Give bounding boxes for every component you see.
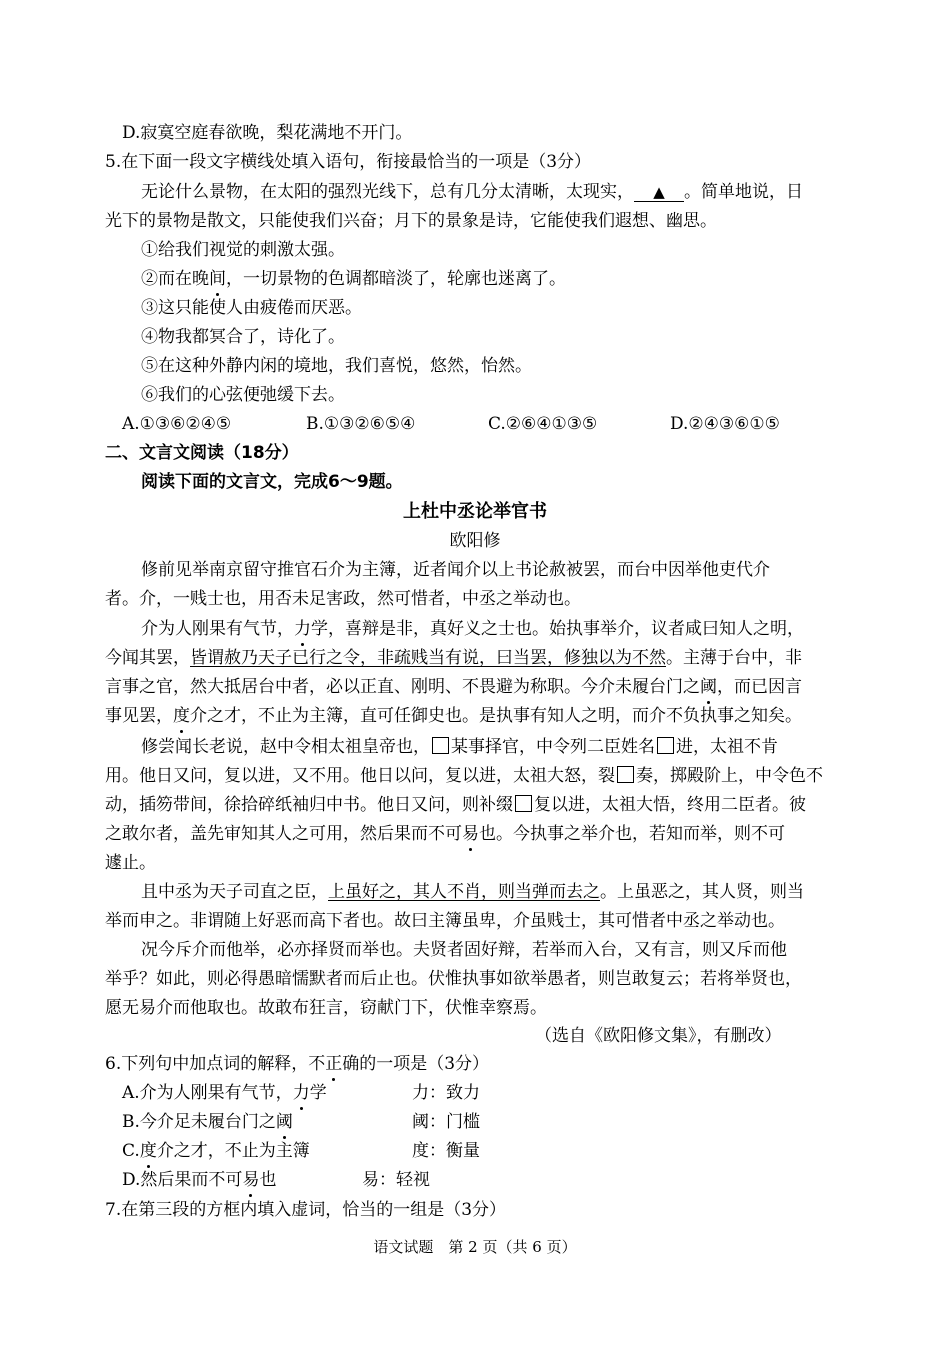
p3-line1 — [141, 735, 778, 759]
blank-box — [515, 795, 532, 812]
q6-b-text: B.今介足未履台门之 — [122, 1112, 276, 1132]
p3-l2-b: 奏，掷殿阶上，中令色不 — [636, 766, 823, 786]
q5-passage-a: 无论什么景物，在太阳的强烈光线下，总有几分太清晰，太现实， — [141, 182, 634, 202]
blank-box — [617, 766, 634, 783]
q5-s2-part-a: ②而在晚 — [141, 269, 209, 289]
dotted-char: 易 — [242, 1170, 260, 1190]
p4-line2: 举而申之。非谓随上好恶而高下者也。故曰主簿虽卑，介虽贱士，其可惜者中丞之举动也。 — [105, 911, 785, 931]
q5-sentence-3: ③这只能使人由疲倦而厌恶。 — [141, 298, 362, 318]
p3-line4 — [105, 822, 785, 846]
p3-line3 — [105, 793, 806, 817]
q6-stem — [105, 1052, 489, 1076]
underlined-sentence: 上虽好之，其人不肖，则当弹而去之 — [328, 882, 600, 902]
p2-l2-a: 今闻其罢， — [105, 648, 190, 668]
q5-option-b: B.①③②⑥⑤④ — [306, 414, 416, 434]
q6-option-d — [122, 1168, 276, 1192]
p1-line1: 修前见举南京留守推官石介为主簿，近者闻介以上书论赦被罢，而台中因举他吏代介 — [141, 560, 770, 580]
p2-l2-c: 。主薄于台中，非 — [666, 648, 802, 668]
q7-stem: 7.在第三段的方框内填入虚词，恰当的一组是（3分） — [105, 1200, 507, 1220]
q5-sentence-6: ⑥我们的心弦便弛缓下去。 — [141, 385, 345, 405]
dotted-char: 度 — [173, 706, 190, 726]
q6-d-text-end: 也 — [259, 1170, 277, 1190]
p2-l1-c: 学，喜辩是非，真好义之士也。始执事举介，议者咸曰知人之明， — [311, 619, 804, 639]
p2-line3 — [105, 675, 802, 699]
blank-box — [432, 737, 449, 754]
q6-a-text: A.介为人刚果有气节， — [122, 1083, 293, 1103]
p3-line5: 遽止。 — [105, 853, 156, 873]
blank-box — [657, 737, 674, 754]
p2-line4 — [105, 704, 802, 728]
passage-source: （选自《欧阳修文集》，有删改） — [535, 1026, 782, 1046]
p2-l3-a: 言事之官，然大抵居台中者，必以正直、刚明、不畏避为称职。今介未履台门之 — [105, 677, 700, 697]
p3-l3-b: 复以进，太祖大悟，终用二臣者。彼 — [534, 795, 806, 815]
dotted-char: 度 — [139, 1141, 157, 1161]
p5-line3: 愿无易介而他取也。故敢布狂言，窃献门下，伏惟幸察焉。 — [105, 998, 547, 1018]
p2-l4-a: 事见罢， — [105, 706, 173, 726]
q6-d-text: D.然后果而不可 — [122, 1170, 243, 1190]
q6-option-a — [122, 1081, 327, 1105]
p2-l3-c: ，而已因言 — [717, 677, 802, 697]
q5-sentence-5: ⑤在这种外静内闲的境地，我们喜悦，悠然，怡然。 — [141, 356, 532, 376]
p2-line1 — [141, 617, 804, 641]
q5-option-d: D.②④③⑥①⑤ — [670, 414, 780, 434]
p4-l1-c: 。上虽恶之，其人贤，则当 — [600, 882, 804, 902]
p3-line2 — [105, 764, 823, 788]
q5-passage-line1 — [141, 180, 803, 204]
dotted-char: 阈 — [275, 1112, 293, 1132]
underlined-sentence: 皆谓赦乃天子已行之令，非疏贱当有说，曰当罢，修独以为不然 — [190, 648, 666, 668]
q4-option-d: D.寂寞空庭春欲晚，梨花满地不开门。 — [122, 123, 413, 143]
p2-l4-c: 介之才，不止为主簿，直可任御史也。是执事有知人之明，而介不负执事之知矣。 — [190, 706, 802, 726]
p5-line2: 举乎？如此，则必得愚暗懦默者而后止也。伏惟执事如欲举愚者，则岂敢复云；若将举贤也， — [105, 969, 802, 989]
p4-line1 — [141, 880, 804, 904]
q5-sentence-1: ①给我们视觉的刺激太强。 — [141, 240, 345, 260]
passage-title: 上杜中丞论举官书 — [403, 501, 547, 522]
p3-l1-c: 进，太祖不肯 — [676, 737, 778, 757]
q6-emphasis — [308, 1054, 359, 1074]
dotted-char: 间 — [209, 269, 226, 289]
p5-line1: 况今斥介而他举，必亦择贤而举也。夫贤者固好辩，若举而入台，又有言，则又斥而他 — [141, 940, 787, 960]
p2-l1-a: 介为人刚果有气节， — [141, 619, 294, 639]
passage-author: 欧阳修 — [449, 531, 501, 551]
section-heading: 二、文言文阅读（18分） — [105, 443, 299, 463]
q5-sentence-2 — [141, 267, 566, 291]
dotted-char: 力 — [292, 1083, 310, 1103]
q6-option-d-explanation: 易：轻视 — [362, 1170, 430, 1190]
q6-option-b — [122, 1110, 293, 1134]
q6-a-text-end: 学 — [309, 1083, 327, 1103]
q6-option-a-explanation: 力：致力 — [412, 1083, 480, 1103]
q5-s2-part-c: ，一切景物的色调都暗淡了，轮廓也迷离了。 — [226, 269, 566, 289]
dotted-char: 易 — [462, 824, 479, 844]
section-instruction: 阅读下面的文言文，完成6～9题。 — [141, 472, 403, 492]
q5-sentence-4: ④物我都冥合了，诗化了。 — [141, 327, 345, 347]
p2-line2 — [105, 646, 802, 670]
q5-passage-line2: 光下的景物是散文，只能使我们兴奋；月下的景象是诗，它能使我们遐想、幽思。 — [105, 211, 717, 231]
q5-answer-blank: ▲ — [634, 183, 684, 202]
p3-l1-b: 某事择官，中令列二臣姓名 — [451, 737, 655, 757]
q6-c-label: C. — [122, 1141, 140, 1161]
q6-stem-c: 的一项是（3分） — [359, 1054, 490, 1074]
dotted-char: 不正确 — [308, 1054, 360, 1074]
q6-stem-a: 6.下列句中加点词的解释， — [105, 1054, 309, 1074]
p3-l2-a: 用。他日又问，复以进，又不用。他日以问，复以进，太祖大怒，裂 — [105, 766, 615, 786]
p3-l4-c: 也。今执事之举介也，若知而举，则不可 — [479, 824, 785, 844]
q5-option-a: A.①③⑥②④⑤ — [122, 414, 232, 434]
page-footer: 语文试题 第 2 页（共 6 页） — [373, 1238, 577, 1256]
p3-l1-a: 修尝闻长老说，赵中令相太祖皇帝也， — [141, 737, 430, 757]
p4-l1-a: 且中丞为天子司直之臣， — [141, 882, 328, 902]
dotted-char: 力 — [294, 619, 311, 639]
dotted-char: 阈 — [700, 677, 717, 697]
q5-option-c: C.②⑥④①③⑤ — [488, 414, 598, 434]
q6-c-text: 介之才，不止为主簿 — [156, 1141, 310, 1161]
q5-passage-b: 。简单地说，日 — [684, 182, 803, 202]
p3-l3-a: 动，插笏带间，徐拾碎纸袖归中书。他日又问，则补缀 — [105, 795, 513, 815]
p1-line2: 者。介，一贱士也，用否未足害政，然可惜者，中丞之举动也。 — [105, 589, 581, 609]
q6-option-c-explanation: 度：衡量 — [412, 1141, 480, 1161]
q6-option-c — [122, 1139, 310, 1163]
q6-option-b-explanation: 阈：门槛 — [412, 1112, 480, 1132]
q5-stem: 5.在下面一段文字横线处填入语句，衔接最恰当的一项是（3分） — [105, 152, 592, 172]
p3-l4-a: 之敢尔者，盖先审知其人之可用，然后果而不可 — [105, 824, 462, 844]
